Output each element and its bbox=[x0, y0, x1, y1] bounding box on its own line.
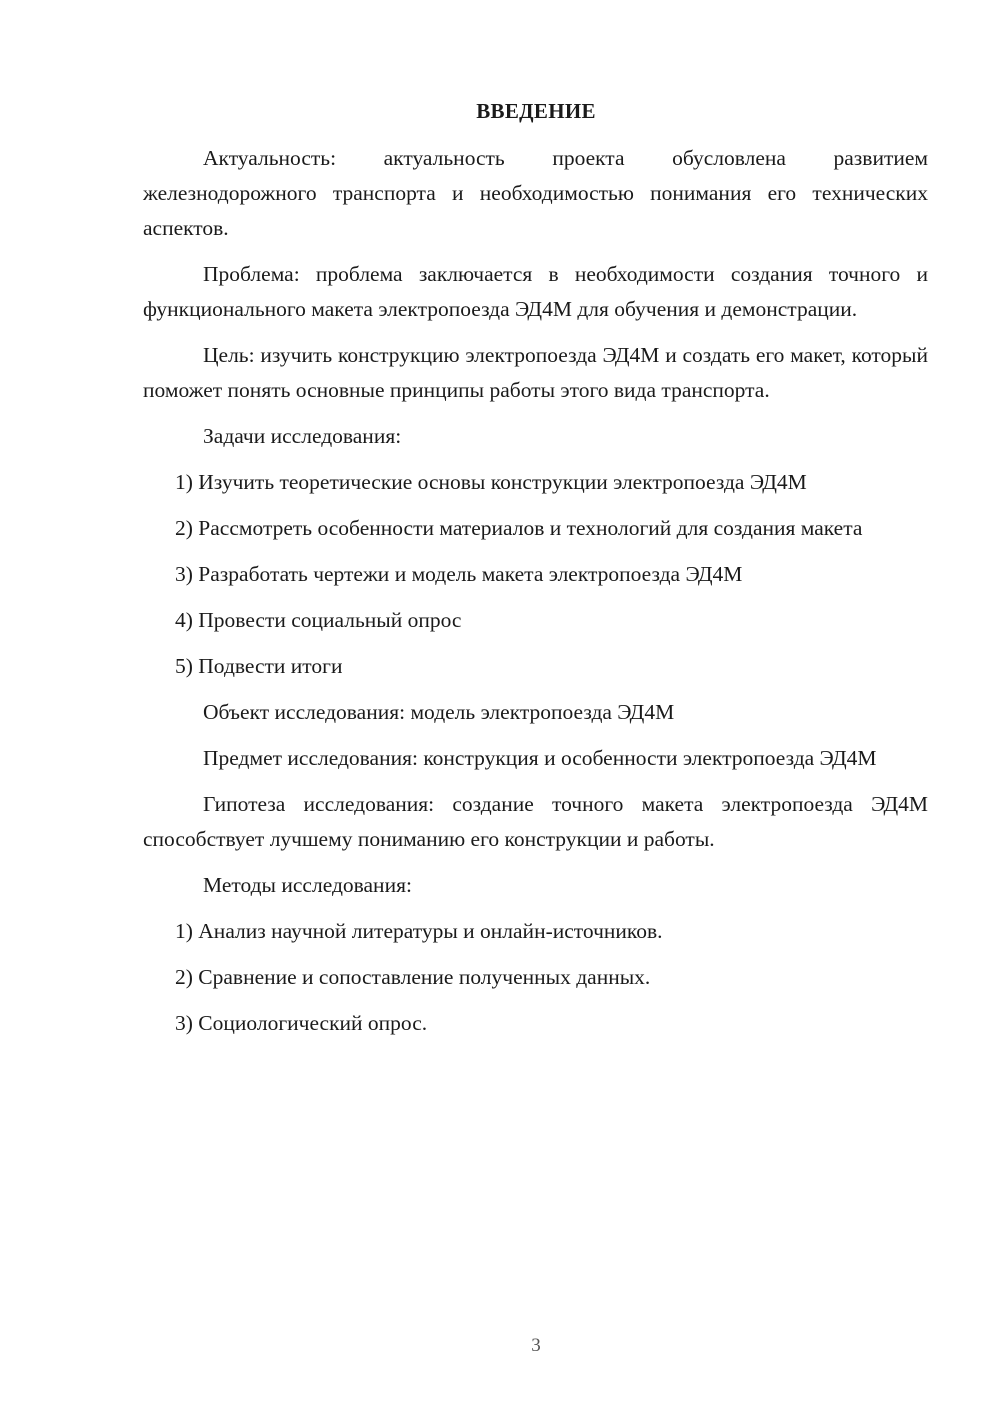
hypothesis-paragraph: Гипотеза исследования: создание точного макета электропоезда ЭД4М способствует лучшему пониманию его конструкции и работы. bbox=[143, 792, 928, 851]
method-item: 2) Сравнение и сопоставление полученных данных. bbox=[175, 965, 651, 989]
relevance-paragraph: Актуальность: актуальность проекта обусловлена развитием железнодорожного транспорта и необходимостью понимания его технических аспектов. bbox=[143, 146, 928, 240]
method-item: 1) Анализ научной литературы и онлайн-источников. bbox=[175, 919, 663, 943]
task-item: 5) Подвести итоги bbox=[175, 654, 343, 678]
methods-heading: Методы исследования: bbox=[203, 873, 412, 897]
document-body bbox=[143, 141, 928, 1052]
object-paragraph: Объект исследования: модель электропоезда ЭД4М bbox=[203, 700, 675, 724]
method-item: 3) Социологический опрос. bbox=[175, 1011, 428, 1035]
task-item: 4) Провести социальный опрос bbox=[175, 608, 462, 632]
task-item: 1) Изучить теоретические основы конструкции электропоезда ЭД4М bbox=[175, 470, 807, 494]
section-title: ВВЕДЕНИЕ bbox=[476, 99, 596, 123]
page-number: 3 bbox=[531, 1335, 541, 1356]
problem-paragraph: Проблема: проблема заключается в необходимости создания точного и функционального макета электропоезда ЭД4М для обучения и демонстрации. bbox=[143, 262, 928, 321]
task-item: 2) Рассмотреть особенности материалов и технологий для создания макета bbox=[175, 516, 863, 540]
task-item: 3) Разработать чертежи и модель макета электропоезда ЭД4М bbox=[175, 562, 743, 586]
subject-paragraph: Предмет исследования: конструкция и особенности электропоезда ЭД4М bbox=[203, 746, 877, 770]
tasks-heading: Задачи исследования: bbox=[203, 424, 402, 448]
goal-paragraph: Цель: изучить конструкцию электропоезда ЭД4М и создать его макет, который поможет понять основные принципы работы этого вида транспорта. bbox=[143, 343, 928, 402]
